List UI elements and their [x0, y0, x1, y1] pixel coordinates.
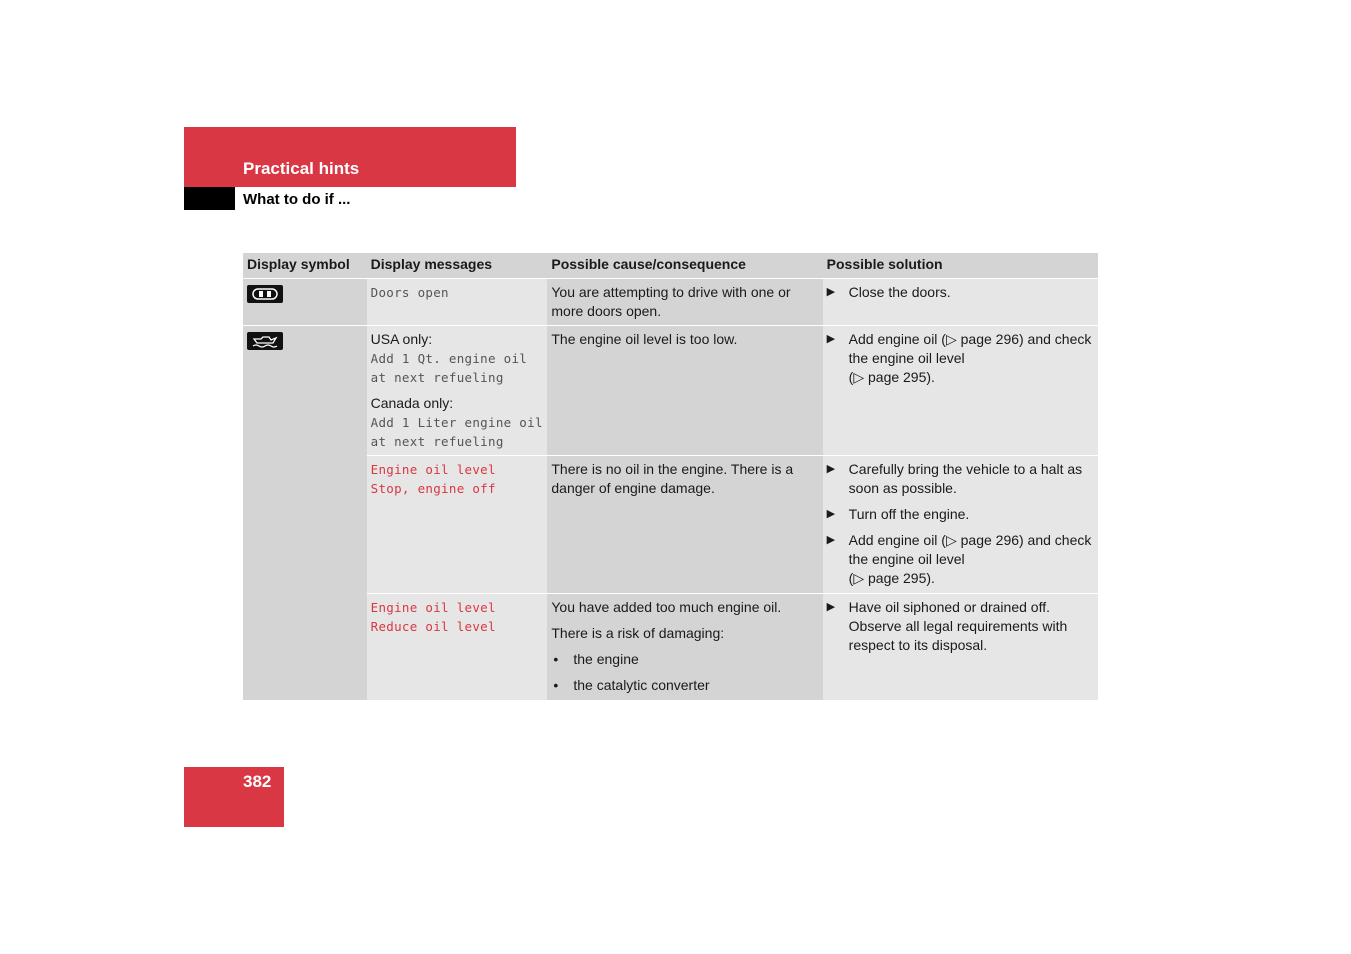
display-message: at next refueling: [370, 370, 504, 385]
display-message: at next refueling: [370, 434, 504, 449]
cause-text: The engine oil level is too low.: [551, 331, 738, 347]
cause-text: You have added too much engine oil.: [551, 599, 782, 615]
cause-text: You are attempting to drive with one or more doors open.: [551, 284, 791, 319]
display-message: Engine oil level: [370, 462, 496, 477]
page-number: 382: [243, 772, 272, 791]
display-message: Stop, engine off: [370, 481, 496, 496]
engine-oil-icon: [247, 332, 283, 350]
cause-cell: [547, 594, 822, 701]
cause-text: There is no oil in the engine. There is a danger of engine damage.: [551, 461, 794, 496]
solution-step: ▶ Add engine oil (▷ page 296) and check the engine oil level (▷ page 295).: [826, 532, 1092, 586]
table-header-row: [243, 253, 1098, 279]
symbol-cell: [243, 279, 367, 326]
display-message: Add 1 Qt. engine oil: [370, 351, 528, 366]
solution-step: ▶ Carefully bring the vehicle to a halt as soon as possible.: [826, 461, 1083, 496]
column-header: Display symbol: [243, 253, 367, 279]
subsection-title: What to do if ...: [243, 191, 351, 208]
cause-text: There is a risk of damaging:: [551, 625, 725, 641]
arrow-icon: ▶: [826, 534, 836, 546]
solution-cell: [823, 594, 1098, 701]
display-message: Engine oil level: [370, 600, 496, 615]
section-title: Practical hints: [243, 159, 360, 178]
message-cell: [367, 279, 548, 326]
arrow-icon: ▶: [826, 508, 836, 520]
column-header: Possible cause/consequence: [547, 253, 822, 279]
diagnostic-table: [243, 253, 1098, 700]
solution-cell: [823, 279, 1098, 326]
table-row: [243, 594, 1098, 701]
display-message: Reduce oil level: [370, 619, 496, 634]
arrow-icon: ▶: [826, 333, 836, 345]
solution-step: ▶ Turn off the engine.: [826, 506, 970, 522]
region-label: Canada only:: [370, 395, 454, 411]
subsection-marker: [184, 187, 235, 210]
solution-cell: [823, 326, 1098, 456]
table-row: [243, 456, 1098, 594]
column-header: Possible solution: [823, 253, 1098, 279]
display-message: Add 1 Liter engine oil: [370, 415, 543, 430]
column-header: Display messages: [367, 253, 548, 279]
bullet-icon: •: [553, 677, 559, 693]
region-label: USA only:: [370, 331, 433, 347]
solution-step: ▶ Close the doors.: [826, 284, 951, 300]
cause-cell: [547, 279, 822, 326]
bullet-icon: •: [553, 651, 559, 667]
arrow-icon: ▶: [826, 601, 836, 613]
table-row: [243, 326, 1098, 456]
table-row: [243, 279, 1098, 326]
message-cell: [367, 326, 548, 456]
solution-step: ▶ Have oil siphoned or drained off. Observe all legal requirements with respect to its disposal.: [826, 599, 1068, 653]
display-message: Doors open: [370, 285, 449, 300]
list-item: • the catalytic converter: [553, 677, 710, 693]
symbol-cell: [243, 326, 367, 701]
doors-open-icon: [247, 285, 283, 303]
arrow-icon: ▶: [826, 463, 836, 475]
message-cell: [367, 456, 548, 594]
solution-cell: [823, 456, 1098, 594]
cause-cell: [547, 456, 822, 594]
message-cell: [367, 594, 548, 701]
list-item: • the engine: [553, 651, 639, 667]
solution-step: ▶ Add engine oil (▷ page 296) and check the engine oil level (▷ page 295).: [826, 331, 1092, 385]
cause-cell: [547, 326, 822, 456]
arrow-icon: ▶: [826, 286, 836, 298]
